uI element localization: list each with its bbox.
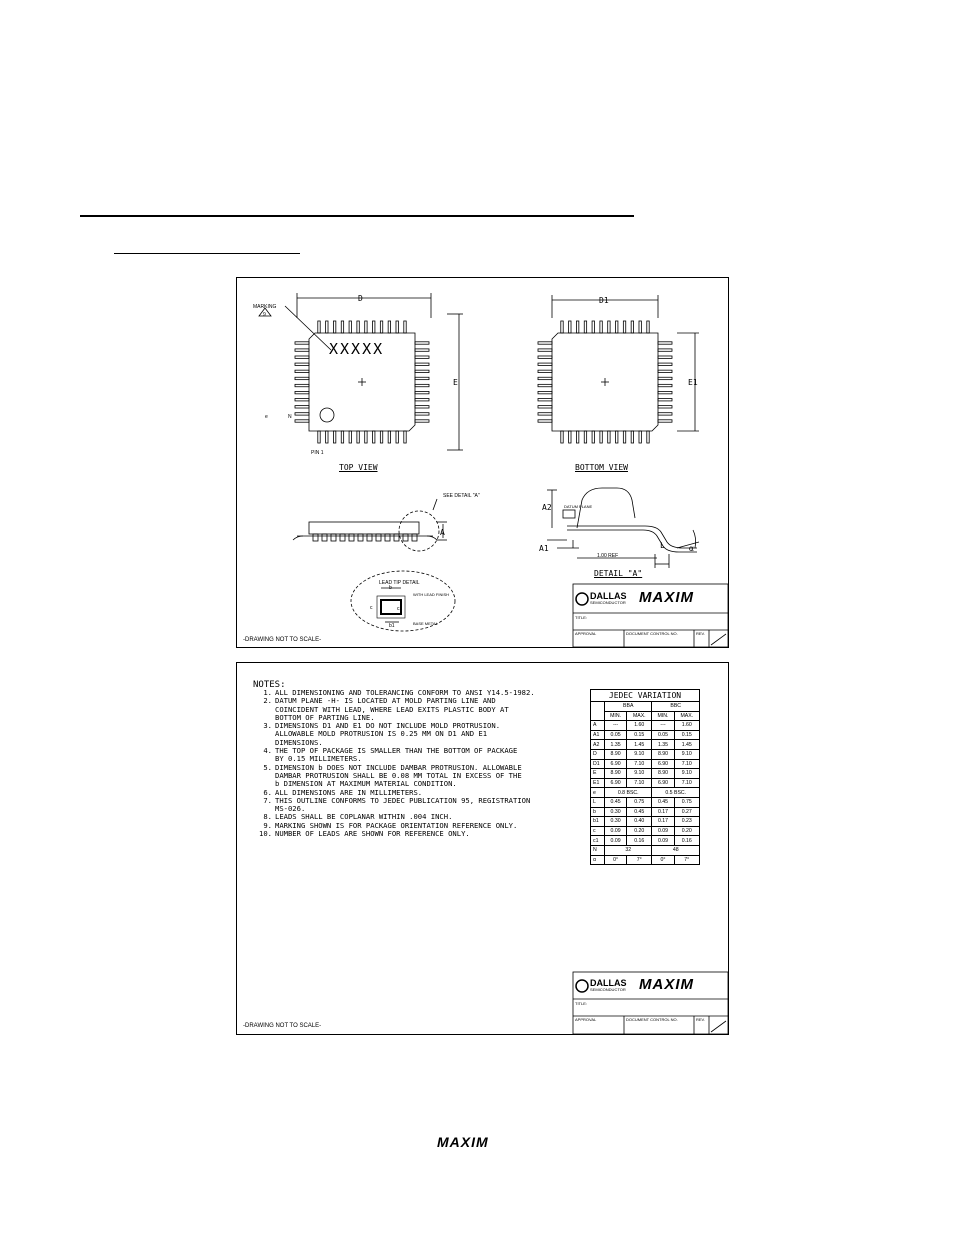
- lead-left: [538, 391, 552, 393]
- lead-left: [295, 349, 309, 351]
- side-lead: [340, 534, 345, 541]
- lead-right: [415, 370, 429, 372]
- lead-right: [658, 377, 672, 379]
- note-number: 1.: [263, 688, 272, 697]
- jedec-value: 7.10: [627, 759, 652, 769]
- jedec-subhead: MAX.: [674, 711, 699, 721]
- lead-left: [538, 406, 552, 408]
- jedec-value: 0.15: [627, 730, 652, 740]
- jedec-value: 1.60: [674, 721, 699, 731]
- title-label: TITLE:: [575, 615, 588, 620]
- table-row: [591, 836, 700, 846]
- jedec-symbol: c: [591, 826, 605, 836]
- lead-bottom: [341, 431, 343, 443]
- jedec-value: 0.45: [605, 797, 627, 807]
- lead-right: [658, 370, 672, 372]
- jedec-value: 0.40: [627, 817, 652, 827]
- note-item: [253, 747, 571, 764]
- jedec-value: 9.10: [674, 749, 699, 759]
- jedec-variant: BBA: [605, 702, 652, 712]
- lead-left: [538, 384, 552, 386]
- lead-right: [658, 391, 672, 393]
- lead-top: [341, 321, 343, 333]
- jedec-value: 7.10: [674, 759, 699, 769]
- lead-bottom: [365, 431, 367, 443]
- pin1-label: PIN 1: [311, 450, 324, 456]
- lead-bottom: [318, 431, 320, 443]
- lead-top: [333, 321, 335, 333]
- package-drawing-panel: [236, 277, 729, 648]
- side-lead: [349, 534, 354, 541]
- lead-top: [561, 321, 563, 333]
- dim-a-label: A: [440, 528, 445, 537]
- jedec-value: 0.20: [627, 826, 652, 836]
- table-row: [591, 778, 700, 788]
- lead-right: [658, 399, 672, 401]
- jedec-subhead: MAX.: [627, 711, 652, 721]
- note-number: 10.: [259, 829, 272, 839]
- lead-right: [658, 349, 672, 351]
- see-detail-label: SEE DETAIL "A": [443, 493, 480, 499]
- lead-right: [415, 406, 429, 408]
- jedec-subhead: MIN.: [652, 711, 674, 721]
- jedec-symbol: A1: [591, 730, 605, 740]
- jedec-value: 0.8 BSC.: [605, 788, 652, 798]
- note-text: DIMENSION b DOES NOT INCLUDE DAMBAR PROTRUSION. ALLOWABLE DAMBAR PROTRUSION SHALL BE 0.08 MM TOTAL IN EXCESS OF THE b DIMENSION AT MAXIMUM MATERIAL CONDITION.: [275, 762, 522, 789]
- table-row: [591, 740, 700, 750]
- lead-finish-label: WITH LEAD FINISH: [413, 592, 450, 597]
- jedec-value: 0.5 BSC.: [652, 788, 700, 798]
- jedec-value: 0.09: [652, 826, 674, 836]
- ref-length-label: 1.00 REF: [597, 553, 619, 559]
- side-lead: [394, 534, 399, 541]
- jedec-symbol: D1: [591, 759, 605, 769]
- lead-left: [538, 420, 552, 422]
- jedec-value: 0°: [652, 855, 674, 865]
- dim-a1-label: A1: [539, 544, 549, 553]
- lead-bottom: [623, 431, 625, 443]
- lead-left: [295, 342, 309, 344]
- jedec-value: 6.90: [652, 759, 674, 769]
- lead-right: [415, 420, 429, 422]
- dim-e1-label: E1: [688, 378, 698, 387]
- note-text: NUMBER OF LEADS ARE SHOWN FOR REFERENCE ONLY.: [275, 829, 470, 839]
- maxim-logo: MAXIM: [639, 976, 694, 993]
- jedec-value: 1.60: [627, 721, 652, 731]
- jedec-value: 7.10: [627, 778, 652, 788]
- note-number: 4.: [263, 746, 272, 756]
- lead-left: [295, 377, 309, 379]
- lead-left: [295, 356, 309, 358]
- note-text: THE TOP OF PACKAGE IS SMALLER THAN THE BOTTOM OF PACKAGE BY 0.15 MILLIMETERS.: [275, 746, 518, 764]
- lead-right: [415, 349, 429, 351]
- lead-top: [639, 321, 641, 333]
- lead-right: [415, 384, 429, 386]
- lead-bottom: [561, 431, 563, 443]
- not-to-scale-note: -DRAWING NOT TO SCALE-: [243, 637, 322, 643]
- top-view-drawing: [259, 293, 463, 450]
- subheader-rule: [114, 253, 300, 254]
- jedec-value: 7.10: [674, 778, 699, 788]
- lead-left: [295, 406, 309, 408]
- lead-top: [616, 321, 618, 333]
- table-row: [591, 855, 700, 865]
- rev-label: REV.: [696, 1017, 705, 1022]
- lead-bottom: [631, 431, 633, 443]
- lead-right: [415, 399, 429, 401]
- note-text: MARKING SHOWN IS FOR PACKAGE ORIENTATION REFERENCE ONLY.: [275, 820, 518, 830]
- jedec-value: 0.75: [674, 797, 699, 807]
- lead-left: [295, 420, 309, 422]
- lead-bottom: [388, 431, 390, 443]
- lead-bottom: [396, 431, 398, 443]
- jedec-value: 7°: [674, 855, 699, 865]
- lead-top: [631, 321, 633, 333]
- side-lead: [367, 534, 372, 541]
- lead-top: [380, 321, 382, 333]
- detail-a-drawing: [547, 488, 699, 568]
- table-row: [591, 807, 700, 817]
- jedec-value: 9.10: [627, 769, 652, 779]
- dim-b-label: b: [389, 585, 392, 591]
- note-number: 5.: [263, 762, 272, 772]
- jedec-symbol: D: [591, 749, 605, 759]
- semiconductor-logo: SEMICONDUCTOR: [590, 600, 626, 605]
- jedec-value: 0.09: [605, 836, 627, 846]
- jedec-symbol: A2: [591, 740, 605, 750]
- semiconductor-logo: SEMICONDUCTOR: [590, 987, 626, 992]
- lead-bottom: [592, 431, 594, 443]
- note-text: THIS OUTLINE CONFORMS TO JEDEC PUBLICATION 95, REGISTRATION MS-026.: [275, 795, 531, 814]
- jedec-value: 0.17: [652, 817, 674, 827]
- alpha-label: α: [689, 544, 694, 553]
- lead-bottom: [584, 431, 586, 443]
- side-lead: [331, 534, 336, 541]
- note-text: ALL DIMENSIONING AND TOLERANCING CONFORM TO ANSI Y14.5-1982.: [275, 688, 535, 697]
- table-row: [591, 788, 700, 798]
- lead-top: [592, 321, 594, 333]
- jedec-value: 9.10: [674, 769, 699, 779]
- jedec-value: ---: [652, 721, 674, 731]
- lead-bottom: [576, 431, 578, 443]
- lead-top: [349, 321, 351, 333]
- side-lead: [385, 534, 390, 541]
- lead-tip-caption: LEAD TIP DETAIL: [379, 580, 420, 586]
- jedec-value: 1.35: [652, 740, 674, 750]
- bottom-view-drawing: [538, 295, 699, 443]
- doc-control-label: DOCUMENT CONTROL NO.: [626, 631, 678, 636]
- note-item: [253, 764, 571, 789]
- dim-a2-label: A2: [542, 503, 552, 512]
- approval-label: APPROVAL: [575, 1017, 597, 1022]
- jedec-value: 8.90: [605, 749, 627, 759]
- lead-bottom: [373, 431, 375, 443]
- header-rule: [80, 215, 634, 217]
- lead-left: [295, 384, 309, 386]
- notes-panel: [236, 662, 729, 1035]
- lead-left: [295, 363, 309, 365]
- maxim-logo: MAXIM: [639, 589, 694, 606]
- jedec-value: 0.45: [652, 797, 674, 807]
- jedec-value: 6.90: [605, 759, 627, 769]
- dallas-logo: DALLAS: [590, 591, 627, 601]
- side-lead: [412, 534, 417, 541]
- leader-line: [285, 306, 331, 350]
- lead-top: [608, 321, 610, 333]
- detail-a-caption: DETAIL "A": [594, 569, 643, 578]
- lead-right: [415, 391, 429, 393]
- datum-plane-label: DATUM PLANE: [564, 504, 593, 509]
- jedec-symbol: α: [591, 855, 605, 865]
- lead-right: [658, 420, 672, 422]
- table-row: [591, 845, 700, 855]
- jedec-value: 0.15: [674, 730, 699, 740]
- jedec-variation-table: [590, 689, 700, 865]
- jedec-value: 6.90: [605, 778, 627, 788]
- jedec-value: 8.90: [605, 769, 627, 779]
- title-label: TITLE:: [575, 1001, 588, 1006]
- lead-left: [538, 413, 552, 415]
- side-lead: [322, 534, 327, 541]
- lead-top: [600, 321, 602, 333]
- lead-bottom: [333, 431, 335, 443]
- n-label: N: [288, 414, 292, 420]
- pin1-dot: [320, 408, 334, 422]
- lead-bottom: [639, 431, 641, 443]
- chip-marking: XXXXX: [329, 340, 385, 358]
- lead-left: [538, 356, 552, 358]
- lead-right: [658, 342, 672, 344]
- lead-right: [658, 413, 672, 415]
- jedec-symbol: N: [591, 845, 605, 855]
- table-row: [591, 749, 700, 759]
- lead-top: [373, 321, 375, 333]
- side-lead: [376, 534, 381, 541]
- note-number: 8.: [263, 812, 272, 822]
- rev-label: REV.: [696, 631, 705, 636]
- note-number: 9.: [263, 820, 272, 830]
- lead-right: [415, 413, 429, 415]
- jedec-symbol: e: [591, 788, 605, 798]
- jedec-value: 6.90: [652, 778, 674, 788]
- jedec-value: 0.23: [674, 817, 699, 827]
- lead-left: [538, 342, 552, 344]
- note-text: DATUM PLANE -H- IS LOCATED AT MOLD PARTING LINE AND COINCIDENT WITH LEAD, WHERE LEAD EXITS PLASTIC BODY AT BOTTOM OF PARTING LINE.: [275, 696, 509, 722]
- lead-left: [295, 391, 309, 393]
- table-row: [591, 797, 700, 807]
- jedec-value: 7°: [627, 855, 652, 865]
- table-row: [591, 721, 700, 731]
- table-row: [591, 817, 700, 827]
- lead-left: [538, 370, 552, 372]
- jedec-corner-cell: [591, 702, 605, 721]
- jedec-value: 48: [652, 845, 700, 855]
- lead-right: [415, 356, 429, 358]
- side-lead: [313, 534, 318, 541]
- note-item: [253, 830, 571, 838]
- jedec-value: 8.90: [652, 749, 674, 759]
- jedec-value: 0°: [605, 855, 627, 865]
- jedec-value: 0.20: [674, 826, 699, 836]
- lead-top: [623, 321, 625, 333]
- lead-bottom: [616, 431, 618, 443]
- lead-right: [658, 406, 672, 408]
- lead-top: [576, 321, 578, 333]
- jedec-value: 0.45: [627, 807, 652, 817]
- lead-right: [658, 363, 672, 365]
- jedec-value: 0.27: [674, 807, 699, 817]
- lead-left: [538, 399, 552, 401]
- lead-right: [658, 384, 672, 386]
- base-metal-label: BASE METAL: [413, 621, 438, 626]
- notes-list: [253, 689, 571, 838]
- lead-top: [318, 321, 320, 333]
- dim-b1-label: b1: [389, 623, 395, 629]
- side-lead: [403, 534, 408, 541]
- table-row: [591, 730, 700, 740]
- lead-bottom: [357, 431, 359, 443]
- lead-bottom: [569, 431, 571, 443]
- jedec-symbol: L: [591, 797, 605, 807]
- jedec-value: 9.10: [627, 749, 652, 759]
- dim-d-label: D: [358, 294, 363, 303]
- jedec-value: 0.16: [627, 836, 652, 846]
- lead-top: [388, 321, 390, 333]
- jedec-symbol: E: [591, 769, 605, 779]
- note-item: [253, 797, 571, 814]
- lead-right: [415, 377, 429, 379]
- jedec-value: 0.05: [652, 730, 674, 740]
- marking-label: MARKING: [253, 304, 277, 310]
- jedec-value: 1.45: [674, 740, 699, 750]
- note-item: [253, 697, 571, 722]
- lead-top: [404, 321, 406, 333]
- marking-ref-9: 9: [263, 312, 266, 318]
- side-lead: [358, 534, 363, 541]
- lead-left: [295, 413, 309, 415]
- lead-left: [295, 399, 309, 401]
- jedec-symbol: A: [591, 721, 605, 731]
- lead-bottom: [326, 431, 328, 443]
- lead-top: [365, 321, 367, 333]
- jedec-value: 1.35: [605, 740, 627, 750]
- lead-bottom: [380, 431, 382, 443]
- jedec-value: 0.17: [652, 807, 674, 817]
- jedec-symbol: b: [591, 807, 605, 817]
- lead-left: [538, 349, 552, 351]
- dim-c-label: c: [370, 605, 373, 611]
- jedec-caption: JEDEC VARIATION: [591, 690, 700, 702]
- note-number: 3.: [263, 721, 272, 731]
- not-to-scale-note: -DRAWING NOT TO SCALE-: [243, 1023, 322, 1029]
- table-row: [591, 826, 700, 836]
- jedec-value: 0.09: [652, 836, 674, 846]
- bottom-view-caption: BOTTOM VIEW: [575, 463, 628, 472]
- lead-bottom: [404, 431, 406, 443]
- dim-d1-label: D1: [599, 296, 609, 305]
- jedec-value: 0.16: [674, 836, 699, 846]
- jedec-subhead: MIN.: [605, 711, 627, 721]
- jedec-symbol: E1: [591, 778, 605, 788]
- lead-bottom: [647, 431, 649, 443]
- lead-bottom: [600, 431, 602, 443]
- table-row: [591, 759, 700, 769]
- lead-top: [584, 321, 586, 333]
- pitch-e-label: e: [265, 414, 268, 420]
- note-number: 6.: [263, 787, 272, 797]
- jedec-value: 0.75: [627, 797, 652, 807]
- table-row: [591, 769, 700, 779]
- top-view-caption: TOP VIEW: [339, 463, 378, 472]
- notes-title: NOTES:: [253, 680, 286, 690]
- jedec-variant: BBC: [652, 702, 700, 712]
- lead-top: [647, 321, 649, 333]
- lead-right: [658, 356, 672, 358]
- note-number: 2.: [263, 696, 272, 706]
- jedec-value: 0.30: [605, 817, 627, 827]
- lead-bottom: [608, 431, 610, 443]
- lead-top: [326, 321, 328, 333]
- jedec-symbol: b1: [591, 817, 605, 827]
- note-text: LEADS SHALL BE COPLANAR WITHIN .004 INCH.: [275, 812, 453, 822]
- note-text: DIMENSIONS D1 AND E1 DO NOT INCLUDE MOLD PROTRUSION. ALLOWABLE MOLD PROTRUSION IS 0.25 MM ON D1 AND E1 DIMENSIONS.: [275, 721, 501, 747]
- approval-label: APPROVAL: [575, 631, 597, 636]
- note-text: ALL DIMENSIONS ARE IN MILLIMETERS.: [275, 787, 423, 797]
- jedec-value: 1.45: [627, 740, 652, 750]
- lead-right: [415, 363, 429, 365]
- jedec-value: 0.09: [605, 826, 627, 836]
- side-view-drawing: [293, 499, 447, 551]
- dim-c1-label: c1: [397, 606, 403, 612]
- jedec-value: 0.05: [605, 730, 627, 740]
- doc-control-label: DOCUMENT CONTROL NO.: [626, 1017, 678, 1022]
- footer-maxim-logo: MAXIM: [437, 1134, 489, 1150]
- jedec-value: 0.30: [605, 807, 627, 817]
- jedec-value: 8.90: [652, 769, 674, 779]
- lead-top: [357, 321, 359, 333]
- lead-bottom: [349, 431, 351, 443]
- dim-l-label: L: [660, 541, 665, 550]
- jedec-value: 32: [605, 845, 652, 855]
- lead-right: [415, 342, 429, 344]
- lead-left: [295, 370, 309, 372]
- note-number: 7.: [263, 795, 272, 805]
- jedec-value: ---: [605, 721, 627, 731]
- dim-e-label: E: [453, 378, 458, 387]
- lead-top: [396, 321, 398, 333]
- note-item: [253, 722, 571, 747]
- jedec-symbol: c1: [591, 836, 605, 846]
- lead-left: [538, 363, 552, 365]
- dallas-logo: DALLAS: [590, 978, 627, 988]
- lead-top: [569, 321, 571, 333]
- lead-left: [538, 377, 552, 379]
